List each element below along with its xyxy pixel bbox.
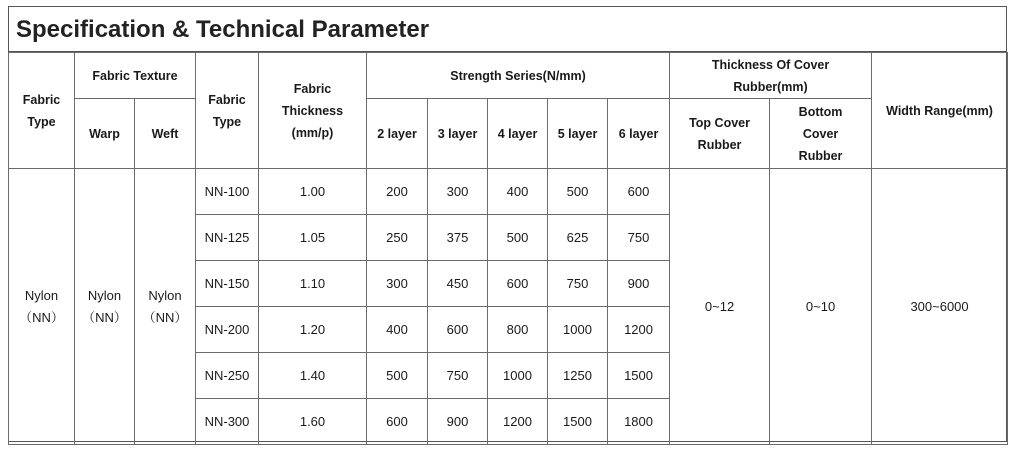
strength-cell: 1200 — [488, 399, 548, 445]
header-row-1 — [9, 53, 1008, 99]
thickness-cell: 1.60 — [259, 399, 367, 445]
header-fabric-type: Fabric Type — [9, 53, 75, 169]
strength-cell: 1200 — [608, 307, 670, 353]
thickness-cell: 1.10 — [259, 261, 367, 307]
strength-cell: 400 — [488, 169, 548, 215]
header-layer-2: 2 layer — [367, 99, 428, 169]
spec-frame — [8, 6, 1007, 442]
fabric-code-cell: NN-125 — [196, 215, 259, 261]
fabric-type-cell: Nylon （NN） — [9, 169, 75, 445]
strength-cell: 300 — [367, 261, 428, 307]
page-title: Specification & Technical Parameter — [9, 7, 1006, 52]
strength-cell: 900 — [608, 261, 670, 307]
strength-cell: 625 — [548, 215, 608, 261]
header-row-2 — [9, 99, 1008, 169]
strength-cell: 250 — [367, 215, 428, 261]
header-cover-thickness: Thickness Of Cover Rubber(mm) — [670, 53, 872, 99]
strength-cell: 400 — [367, 307, 428, 353]
header-layer-6: 6 layer — [608, 99, 670, 169]
strength-cell: 500 — [367, 353, 428, 399]
header-top-cover: Top Cover Rubber — [670, 99, 770, 169]
thickness-cell: 1.20 — [259, 307, 367, 353]
strength-cell: 375 — [428, 215, 488, 261]
strength-cell: 500 — [488, 215, 548, 261]
strength-cell: 300 — [428, 169, 488, 215]
fabric-code-cell: NN-300 — [196, 399, 259, 445]
spec-table — [8, 52, 1008, 445]
width-range-cell: 300~6000 — [872, 169, 1008, 445]
thickness-cell: 1.00 — [259, 169, 367, 215]
header-fabric-texture: Fabric Texture — [75, 53, 196, 99]
thickness-cell: 1.05 — [259, 215, 367, 261]
warp-cell: Nylon （NN） — [75, 169, 135, 445]
header-weft: Weft — [135, 99, 196, 169]
bottom-cover-cell: 0~10 — [770, 169, 872, 445]
strength-cell: 900 — [428, 399, 488, 445]
fabric-code-cell: NN-150 — [196, 261, 259, 307]
strength-cell: 750 — [428, 353, 488, 399]
strength-cell: 1000 — [548, 307, 608, 353]
header-fabric-thickness: Fabric Thickness (mm/p) — [259, 53, 367, 169]
strength-cell: 1500 — [608, 353, 670, 399]
strength-cell: 450 — [428, 261, 488, 307]
strength-cell: 600 — [367, 399, 428, 445]
header-bottom-cover: Bottom Cover Rubber — [770, 99, 872, 169]
strength-cell: 1000 — [488, 353, 548, 399]
fabric-code-cell: NN-250 — [196, 353, 259, 399]
strength-cell: 600 — [608, 169, 670, 215]
header-layer-3: 3 layer — [428, 99, 488, 169]
header-strength-series: Strength Series(N/mm) — [367, 53, 670, 99]
strength-cell: 750 — [608, 215, 670, 261]
strength-cell: 750 — [548, 261, 608, 307]
header-layer-5: 5 layer — [548, 99, 608, 169]
strength-cell: 1500 — [548, 399, 608, 445]
strength-cell: 500 — [548, 169, 608, 215]
top-cover-cell: 0~12 — [670, 169, 770, 445]
header-layer-4: 4 layer — [488, 99, 548, 169]
strength-cell: 800 — [488, 307, 548, 353]
thickness-cell: 1.40 — [259, 353, 367, 399]
strength-cell: 200 — [367, 169, 428, 215]
strength-cell: 600 — [488, 261, 548, 307]
weft-cell: Nylon （NN） — [135, 169, 196, 445]
strength-cell: 1800 — [608, 399, 670, 445]
table-row — [9, 169, 1008, 215]
strength-cell: 1250 — [548, 353, 608, 399]
fabric-code-cell: NN-100 — [196, 169, 259, 215]
header-fabric-type-code: Fabric Type — [196, 53, 259, 169]
header-width-range: Width Range(mm) — [872, 53, 1008, 169]
fabric-code-cell: NN-200 — [196, 307, 259, 353]
header-warp: Warp — [75, 99, 135, 169]
strength-cell: 600 — [428, 307, 488, 353]
